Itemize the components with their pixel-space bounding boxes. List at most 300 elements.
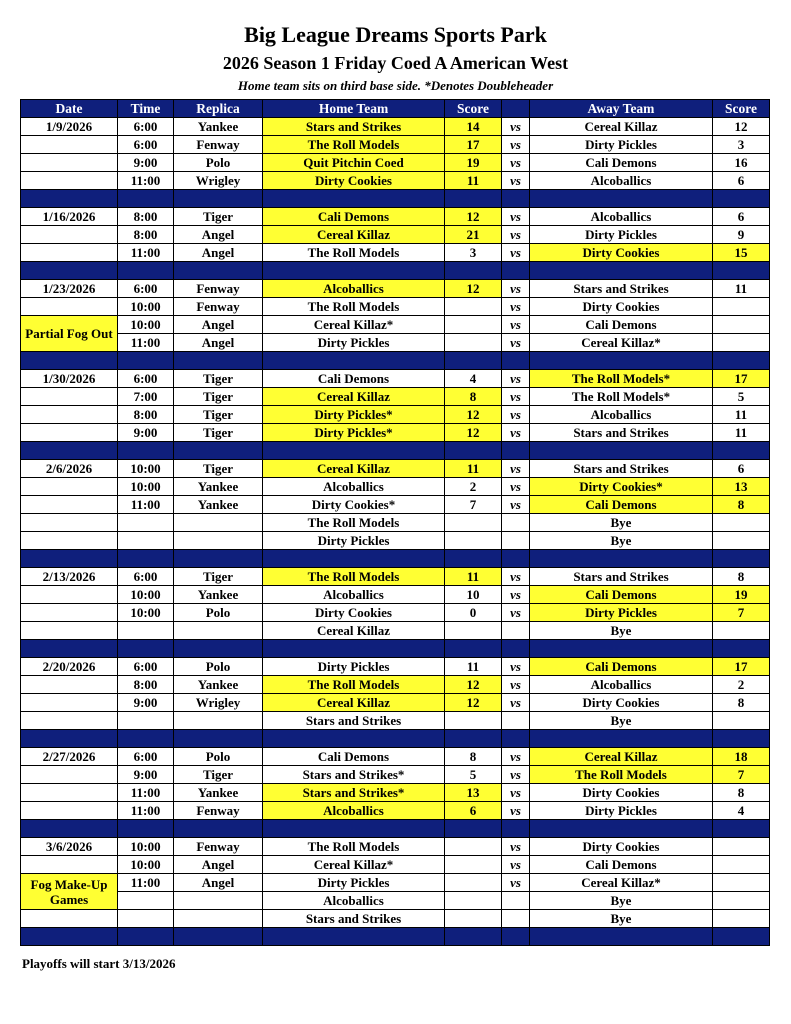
week-separator bbox=[21, 928, 770, 946]
separator-cell bbox=[21, 820, 118, 838]
separator-cell bbox=[502, 442, 530, 460]
vs-label: vs bbox=[502, 784, 530, 802]
separator-cell bbox=[502, 550, 530, 568]
home-team: Alcoballics bbox=[263, 478, 445, 496]
home-team: Stars and Strikes bbox=[263, 910, 445, 928]
home-team: Dirty Pickles bbox=[263, 532, 445, 550]
home-team: Stars and Strikes bbox=[263, 118, 445, 136]
home-score bbox=[445, 910, 502, 928]
away-score: 16 bbox=[713, 154, 770, 172]
game-date: 2/27/2026 bbox=[21, 748, 118, 766]
game-date: 2/20/2026 bbox=[21, 658, 118, 676]
away-team: Dirty Pickles bbox=[530, 226, 713, 244]
game-date bbox=[21, 694, 118, 712]
away-score: 2 bbox=[713, 676, 770, 694]
week-separator bbox=[21, 352, 770, 370]
game-date bbox=[21, 298, 118, 316]
home-team: Dirty Pickles bbox=[263, 658, 445, 676]
game-date bbox=[21, 226, 118, 244]
away-team: Alcoballics bbox=[530, 406, 713, 424]
separator-cell bbox=[713, 262, 770, 280]
separator-cell bbox=[21, 730, 118, 748]
separator-cell bbox=[502, 640, 530, 658]
away-score: 6 bbox=[713, 208, 770, 226]
separator-cell bbox=[530, 190, 713, 208]
game-time bbox=[118, 622, 174, 640]
game-row bbox=[21, 208, 770, 226]
vs-label: vs bbox=[502, 172, 530, 190]
vs-label: vs bbox=[502, 334, 530, 352]
separator-cell bbox=[174, 730, 263, 748]
col-away-team: Away Team bbox=[530, 100, 713, 118]
home-score: 14 bbox=[445, 118, 502, 136]
separator-cell bbox=[263, 352, 445, 370]
game-row bbox=[21, 460, 770, 478]
home-score: 10 bbox=[445, 586, 502, 604]
separator-cell bbox=[502, 820, 530, 838]
away-score: 11 bbox=[713, 280, 770, 298]
away-team: Dirty Pickles bbox=[530, 604, 713, 622]
home-team: Cali Demons bbox=[263, 208, 445, 226]
home-team: Cereal Killaz* bbox=[263, 316, 445, 334]
game-replica: Polo bbox=[174, 154, 263, 172]
week-separator bbox=[21, 550, 770, 568]
game-date: 1/16/2026 bbox=[21, 208, 118, 226]
separator-cell bbox=[502, 928, 530, 946]
game-date bbox=[21, 784, 118, 802]
separator-cell bbox=[263, 640, 445, 658]
vs-label bbox=[502, 712, 530, 730]
away-team: The Roll Models bbox=[530, 766, 713, 784]
game-replica: Fenway bbox=[174, 298, 263, 316]
game-replica: Tiger bbox=[174, 766, 263, 784]
game-row bbox=[21, 892, 770, 910]
home-score: 11 bbox=[445, 658, 502, 676]
game-date: 2/6/2026 bbox=[21, 460, 118, 478]
separator-cell bbox=[502, 352, 530, 370]
away-team: Cali Demons bbox=[530, 856, 713, 874]
home-score: 12 bbox=[445, 280, 502, 298]
home-score: 12 bbox=[445, 694, 502, 712]
away-team: Bye bbox=[530, 622, 713, 640]
game-row bbox=[21, 658, 770, 676]
schedule-table bbox=[20, 99, 770, 946]
vs-label: vs bbox=[502, 496, 530, 514]
game-replica: Angel bbox=[174, 334, 263, 352]
game-row bbox=[21, 334, 770, 352]
away-score bbox=[713, 712, 770, 730]
separator-cell bbox=[174, 262, 263, 280]
home-team: Dirty Cookies* bbox=[263, 496, 445, 514]
separator-cell bbox=[530, 442, 713, 460]
away-team: Bye bbox=[530, 514, 713, 532]
game-date: 2/13/2026 bbox=[21, 568, 118, 586]
game-replica: Tiger bbox=[174, 568, 263, 586]
home-team: Dirty Pickles bbox=[263, 874, 445, 892]
separator-cell bbox=[530, 820, 713, 838]
game-row bbox=[21, 478, 770, 496]
game-replica: Angel bbox=[174, 316, 263, 334]
game-replica: Polo bbox=[174, 748, 263, 766]
separator-cell bbox=[118, 442, 174, 460]
separator-cell bbox=[263, 820, 445, 838]
home-score: 12 bbox=[445, 208, 502, 226]
vs-label: vs bbox=[502, 874, 530, 892]
separator-cell bbox=[713, 820, 770, 838]
game-row bbox=[21, 136, 770, 154]
game-time: 6:00 bbox=[118, 118, 174, 136]
game-row bbox=[21, 388, 770, 406]
game-time: 10:00 bbox=[118, 316, 174, 334]
game-time: 11:00 bbox=[118, 874, 174, 892]
away-team: Dirty Cookies bbox=[530, 784, 713, 802]
away-team: Cali Demons bbox=[530, 658, 713, 676]
home-team: The Roll Models bbox=[263, 676, 445, 694]
vs-label: vs bbox=[502, 118, 530, 136]
separator-cell bbox=[118, 640, 174, 658]
game-replica: Yankee bbox=[174, 784, 263, 802]
game-replica: Yankee bbox=[174, 496, 263, 514]
away-team: Dirty Cookies bbox=[530, 298, 713, 316]
separator-cell bbox=[445, 640, 502, 658]
separator-cell bbox=[530, 730, 713, 748]
vs-label: vs bbox=[502, 676, 530, 694]
game-time bbox=[118, 910, 174, 928]
away-team: The Roll Models* bbox=[530, 370, 713, 388]
away-score bbox=[713, 532, 770, 550]
game-row bbox=[21, 568, 770, 586]
home-team: Dirty Cookies bbox=[263, 172, 445, 190]
game-time: 10:00 bbox=[118, 856, 174, 874]
home-team: Cali Demons bbox=[263, 370, 445, 388]
away-score: 13 bbox=[713, 478, 770, 496]
away-team: Bye bbox=[530, 712, 713, 730]
game-replica: Angel bbox=[174, 226, 263, 244]
separator-cell bbox=[445, 550, 502, 568]
separator-cell bbox=[713, 928, 770, 946]
away-team: Cereal Killaz bbox=[530, 118, 713, 136]
away-team: Alcoballics bbox=[530, 172, 713, 190]
separator-cell bbox=[118, 928, 174, 946]
home-team: The Roll Models bbox=[263, 298, 445, 316]
game-replica: Angel bbox=[174, 874, 263, 892]
away-team: Cereal Killaz bbox=[530, 748, 713, 766]
game-replica: Fenway bbox=[174, 838, 263, 856]
separator-cell bbox=[445, 190, 502, 208]
separator-cell bbox=[174, 640, 263, 658]
home-score bbox=[445, 316, 502, 334]
game-time: 9:00 bbox=[118, 766, 174, 784]
game-time: 10:00 bbox=[118, 838, 174, 856]
game-replica: Angel bbox=[174, 244, 263, 262]
separator-cell bbox=[21, 550, 118, 568]
away-score: 8 bbox=[713, 694, 770, 712]
game-date bbox=[21, 766, 118, 784]
home-team: Stars and Strikes bbox=[263, 712, 445, 730]
separator-cell bbox=[530, 262, 713, 280]
game-time bbox=[118, 712, 174, 730]
game-replica: Wrigley bbox=[174, 172, 263, 190]
game-replica: Tiger bbox=[174, 370, 263, 388]
col-time: Time bbox=[118, 100, 174, 118]
week-separator bbox=[21, 820, 770, 838]
away-score: 11 bbox=[713, 406, 770, 424]
home-team: Cereal Killaz bbox=[263, 460, 445, 478]
game-time: 9:00 bbox=[118, 154, 174, 172]
header-note: Home team sits on third base side. *Denotes Doubleheader bbox=[237, 78, 554, 93]
game-row bbox=[21, 118, 770, 136]
game-time bbox=[118, 892, 174, 910]
away-score: 7 bbox=[713, 766, 770, 784]
away-score: 19 bbox=[713, 586, 770, 604]
separator-cell bbox=[445, 352, 502, 370]
game-replica bbox=[174, 892, 263, 910]
game-time: 6:00 bbox=[118, 658, 174, 676]
away-score: 9 bbox=[713, 226, 770, 244]
game-date bbox=[21, 532, 118, 550]
away-score: 18 bbox=[713, 748, 770, 766]
home-team: The Roll Models bbox=[263, 838, 445, 856]
home-team: Cereal Killaz bbox=[263, 388, 445, 406]
game-date bbox=[21, 712, 118, 730]
separator-cell bbox=[174, 820, 263, 838]
game-date bbox=[21, 586, 118, 604]
game-row bbox=[21, 406, 770, 424]
game-replica: Fenway bbox=[174, 280, 263, 298]
vs-label: vs bbox=[502, 226, 530, 244]
away-team: Bye bbox=[530, 892, 713, 910]
game-time: 9:00 bbox=[118, 424, 174, 442]
game-time: 8:00 bbox=[118, 676, 174, 694]
game-time: 8:00 bbox=[118, 406, 174, 424]
away-team: Bye bbox=[530, 910, 713, 928]
game-time: 10:00 bbox=[118, 460, 174, 478]
away-score: 4 bbox=[713, 802, 770, 820]
away-score: 5 bbox=[713, 388, 770, 406]
game-row bbox=[21, 172, 770, 190]
game-time: 11:00 bbox=[118, 784, 174, 802]
away-score: 8 bbox=[713, 496, 770, 514]
page-subtitle: 2026 Season 1 Friday Coed A American West bbox=[222, 53, 569, 73]
separator-cell bbox=[118, 820, 174, 838]
separator-cell bbox=[118, 190, 174, 208]
vs-label: vs bbox=[502, 154, 530, 172]
away-team: Stars and Strikes bbox=[530, 280, 713, 298]
home-score: 12 bbox=[445, 424, 502, 442]
game-date bbox=[21, 910, 118, 928]
game-time: 11:00 bbox=[118, 802, 174, 820]
separator-cell bbox=[713, 730, 770, 748]
game-time: 9:00 bbox=[118, 694, 174, 712]
home-score: 13 bbox=[445, 784, 502, 802]
game-row bbox=[21, 316, 770, 334]
home-score: 11 bbox=[445, 568, 502, 586]
separator-cell bbox=[530, 928, 713, 946]
vs-label: vs bbox=[502, 586, 530, 604]
separator-cell bbox=[21, 928, 118, 946]
game-date bbox=[21, 622, 118, 640]
home-score: 2 bbox=[445, 478, 502, 496]
game-date bbox=[21, 478, 118, 496]
away-score bbox=[713, 874, 770, 892]
home-team: Dirty Pickles* bbox=[263, 406, 445, 424]
away-score: 7 bbox=[713, 604, 770, 622]
separator-cell bbox=[174, 550, 263, 568]
week-separator bbox=[21, 190, 770, 208]
game-row bbox=[21, 604, 770, 622]
away-team: Cereal Killaz* bbox=[530, 334, 713, 352]
separator-cell bbox=[118, 730, 174, 748]
away-team: Dirty Pickles bbox=[530, 802, 713, 820]
game-row bbox=[21, 874, 770, 892]
away-team: Stars and Strikes bbox=[530, 568, 713, 586]
game-row bbox=[21, 496, 770, 514]
vs-label: vs bbox=[502, 694, 530, 712]
away-score: 17 bbox=[713, 370, 770, 388]
away-team: Cereal Killaz* bbox=[530, 874, 713, 892]
home-score bbox=[445, 838, 502, 856]
separator-cell bbox=[174, 352, 263, 370]
separator-cell bbox=[118, 550, 174, 568]
game-replica: Yankee bbox=[174, 478, 263, 496]
home-score: 8 bbox=[445, 748, 502, 766]
separator-cell bbox=[263, 262, 445, 280]
game-time: 11:00 bbox=[118, 172, 174, 190]
home-score: 12 bbox=[445, 406, 502, 424]
game-date bbox=[21, 802, 118, 820]
away-score bbox=[713, 316, 770, 334]
game-replica bbox=[174, 910, 263, 928]
game-replica bbox=[174, 532, 263, 550]
game-date bbox=[21, 136, 118, 154]
home-score: 7 bbox=[445, 496, 502, 514]
home-score: 8 bbox=[445, 388, 502, 406]
separator-cell bbox=[445, 820, 502, 838]
week-separator bbox=[21, 442, 770, 460]
game-time: 10:00 bbox=[118, 298, 174, 316]
game-time: 6:00 bbox=[118, 370, 174, 388]
game-row bbox=[21, 370, 770, 388]
separator-cell bbox=[445, 442, 502, 460]
col-away-score: Score bbox=[713, 100, 770, 118]
game-row bbox=[21, 712, 770, 730]
game-replica: Polo bbox=[174, 658, 263, 676]
vs-label: vs bbox=[502, 424, 530, 442]
home-team: Alcoballics bbox=[263, 802, 445, 820]
col-home-score: Score bbox=[445, 100, 502, 118]
game-row bbox=[21, 424, 770, 442]
game-time: 10:00 bbox=[118, 586, 174, 604]
game-replica: Tiger bbox=[174, 208, 263, 226]
home-score bbox=[445, 514, 502, 532]
vs-label: vs bbox=[502, 766, 530, 784]
away-team: Cali Demons bbox=[530, 154, 713, 172]
separator-cell bbox=[21, 352, 118, 370]
vs-label: vs bbox=[502, 280, 530, 298]
separator-cell bbox=[445, 262, 502, 280]
vs-label bbox=[502, 514, 530, 532]
separator-cell bbox=[263, 928, 445, 946]
game-row bbox=[21, 244, 770, 262]
home-team: Stars and Strikes* bbox=[263, 766, 445, 784]
away-team: Stars and Strikes bbox=[530, 424, 713, 442]
game-date bbox=[21, 244, 118, 262]
home-score: 12 bbox=[445, 676, 502, 694]
col-vs bbox=[502, 100, 530, 118]
vs-label: vs bbox=[502, 298, 530, 316]
game-replica: Yankee bbox=[174, 676, 263, 694]
away-score: 8 bbox=[713, 568, 770, 586]
away-team: Cali Demons bbox=[530, 316, 713, 334]
vs-label: vs bbox=[502, 208, 530, 226]
vs-label: vs bbox=[502, 856, 530, 874]
separator-cell bbox=[530, 550, 713, 568]
vs-label: vs bbox=[502, 658, 530, 676]
game-date bbox=[21, 514, 118, 532]
away-score bbox=[713, 622, 770, 640]
game-row bbox=[21, 856, 770, 874]
home-team: Cereal Killaz bbox=[263, 694, 445, 712]
separator-cell bbox=[174, 928, 263, 946]
away-score: 11 bbox=[713, 424, 770, 442]
game-time: 6:00 bbox=[118, 136, 174, 154]
separator-cell bbox=[713, 550, 770, 568]
separator-cell bbox=[118, 262, 174, 280]
separator-cell bbox=[445, 730, 502, 748]
separator-cell bbox=[502, 190, 530, 208]
home-team: Stars and Strikes* bbox=[263, 784, 445, 802]
home-score: 11 bbox=[445, 460, 502, 478]
home-score bbox=[445, 856, 502, 874]
game-time: 8:00 bbox=[118, 208, 174, 226]
home-team: Dirty Pickles* bbox=[263, 424, 445, 442]
game-date bbox=[21, 424, 118, 442]
separator-cell bbox=[530, 352, 713, 370]
home-score: 0 bbox=[445, 604, 502, 622]
game-time: 11:00 bbox=[118, 244, 174, 262]
game-time: 10:00 bbox=[118, 604, 174, 622]
away-team: Cali Demons bbox=[530, 586, 713, 604]
away-score: 17 bbox=[713, 658, 770, 676]
separator-cell bbox=[713, 442, 770, 460]
page-title: Big League Dreams Sports Park bbox=[244, 22, 547, 47]
game-row bbox=[21, 514, 770, 532]
separator-cell bbox=[530, 640, 713, 658]
col-date: Date bbox=[21, 100, 118, 118]
away-score: 8 bbox=[713, 784, 770, 802]
week-separator bbox=[21, 262, 770, 280]
home-score: 19 bbox=[445, 154, 502, 172]
separator-cell bbox=[713, 352, 770, 370]
game-row bbox=[21, 586, 770, 604]
game-date bbox=[21, 496, 118, 514]
vs-label: vs bbox=[502, 370, 530, 388]
game-time: 6:00 bbox=[118, 748, 174, 766]
away-score bbox=[713, 514, 770, 532]
away-score bbox=[713, 892, 770, 910]
separator-cell bbox=[713, 640, 770, 658]
home-score: 21 bbox=[445, 226, 502, 244]
home-team: Dirty Cookies bbox=[263, 604, 445, 622]
vs-label bbox=[502, 622, 530, 640]
home-team: Cali Demons bbox=[263, 748, 445, 766]
separator-cell bbox=[174, 442, 263, 460]
home-team: Cereal Killaz* bbox=[263, 856, 445, 874]
home-team: Cereal Killaz bbox=[263, 226, 445, 244]
home-team: Alcoballics bbox=[263, 586, 445, 604]
separator-cell bbox=[263, 550, 445, 568]
separator-cell bbox=[502, 262, 530, 280]
